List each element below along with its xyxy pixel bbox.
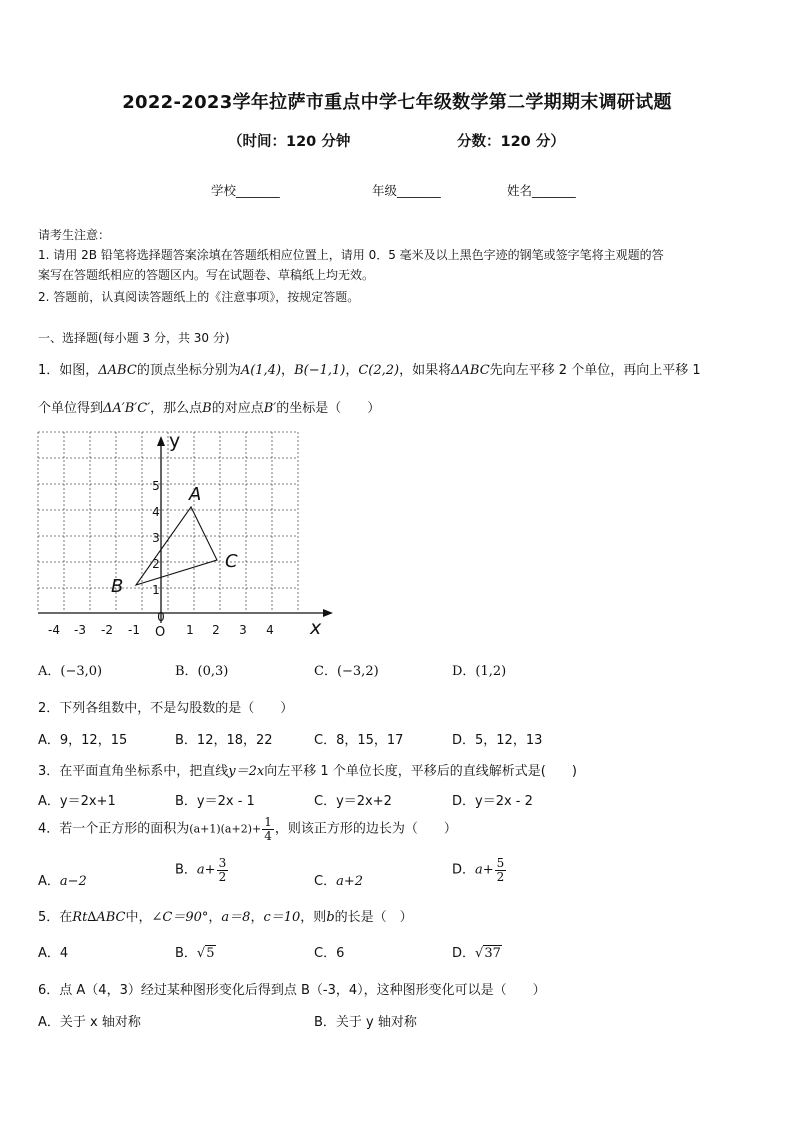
q4-option-d-den: 2 [496,869,505,884]
q3-option-a[interactable]: A．y＝2x+1 [38,794,116,809]
q5-option-b-label: B． [175,946,197,961]
q4-fraction [262,816,274,842]
notice-line-3: 2. 答题前，认真阅读答题纸上的《注意事项》，按规定答题。 [38,290,360,304]
exam-time: （时间：120 分钟 [228,134,351,150]
q2-option-a[interactable]: A．9，12，15 [38,733,128,748]
x-tick-label: 4 [266,623,274,637]
question-1-line-2 [38,397,380,416]
q4-option-d-num: 5 [496,856,505,870]
question-6-stem: 6．点 A（4，3）经过某种图形变化后得到点 B（-3，4），这种图形变化可以是（ ） [38,983,546,998]
x-tick-label: 1 [186,623,194,637]
q4-option-d-label: D． [452,862,476,878]
question-2-stem: 2．下列各组数中，不是勾股数的是（ ） [38,701,294,716]
q5-c-value: c＝10 [263,910,301,925]
q5-option-a[interactable]: A．4 [38,946,69,961]
q4-option-b-label: B． [175,862,197,878]
q4-option-a[interactable] [38,870,87,889]
q5-text-3: ，则 [300,910,327,925]
q6-option-b[interactable]: B．关于 y 轴对称 [314,1015,417,1030]
q5-b-var: b [326,910,335,925]
x-tick-label: -2 [101,623,113,637]
section-heading: 一、选择题(每小题 3 分，共 30 分) [38,331,230,345]
q3-option-c[interactable]: C．y＝2x+2 [314,794,392,809]
page-title: 2022-2023学年拉萨市重点中学七年级数学第二学期期末调研试题 [122,92,672,113]
q4-option-d-expr: a+ [475,862,494,878]
q5-text-2: 中， [125,910,152,925]
question-1-line-1: 1．如图，ΔABC的顶点坐标分别为A(1,4)，B(−1,1)，C(2,2)，如果将ΔABC先向左平移 2 个单位，再向上平移 1 [38,363,701,378]
q1-text-1: 的顶点坐标分别为 [136,363,241,378]
q1-b-var: B [202,401,212,416]
x-axis-label: x [310,617,322,639]
notice-line-1: 1. 请用 2B 铅笔将选择题答案涂填在答题纸相应位置上，请用 0．5 毫米及以上黑色字迹的钢笔或签字笔将主观题的答 [38,248,664,262]
point-b-label: B [111,576,124,597]
q2-option-b[interactable]: B．12，18，22 [175,733,273,748]
q2-option-d[interactable]: D．5，12，13 [452,733,543,748]
q5-option-d[interactable] [452,942,502,961]
q1-text-4: 个单位得到 [38,401,104,416]
q5-text-1: 5．在 [38,910,73,925]
q5-angle: ∠C＝90° [151,910,209,925]
q5-option-c[interactable]: C．6 [314,946,345,961]
q1-text-5: ，那么点 [150,401,203,416]
school-field: 学校_______ [211,183,280,198]
q1-point-b: B(−1,1) [294,363,346,378]
question-5-stem [38,906,413,925]
q5-option-d-sqrt: √37 [475,946,501,961]
q1-number: 1．如图， [38,363,99,378]
y-tick-label: 3 [152,531,160,545]
q4-option-b-num: 3 [218,856,227,870]
q4-frac-num: 1 [264,815,272,829]
q4-option-b-fraction [217,857,229,883]
q4-option-d[interactable] [452,857,507,883]
q4-option-b[interactable] [175,857,229,883]
q1-text-2: ，如果将 [399,363,452,378]
x-tick-label: -3 [74,623,86,637]
q1-text-6: 的对应点 [211,401,264,416]
q4-option-c[interactable] [314,870,363,889]
q2-option-c[interactable]: C．8，15，17 [314,733,404,748]
q6-option-a[interactable]: A．关于 x 轴对称 [38,1015,141,1030]
name-field: 姓名_______ [507,183,576,198]
y-tick-label: 1 [152,583,160,597]
q5-option-b[interactable] [175,942,216,961]
q4-text-1: 4．若一个正方形的面积为 [38,821,190,837]
q4-option-b-expr: a+ [196,862,216,878]
q4-option-a-expr: a−2 [59,874,87,889]
q1-triangle-2: ΔABC [451,363,490,378]
question-4-stem [38,816,457,842]
q3-option-b[interactable]: B．y＝2x - 1 [175,794,255,809]
exam-score: 分数：120 分） [457,134,565,150]
notice-heading: 请考生注意： [38,228,111,242]
x-tick-label: 2 [212,623,220,637]
q5-option-d-radicand: 37 [484,946,501,961]
q1-triangle-3: ΔA′B′C′ [103,401,151,416]
q1-option-c[interactable]: C．(−3,2) [314,664,379,679]
x-tick-label: 0 [157,610,165,624]
q1-triangle: ΔABC [98,363,137,378]
q4-frac-den: 4 [264,828,272,843]
x-axis-arrow [323,609,333,617]
q5-option-d-label: D． [452,946,476,961]
y-tick-label: 5 [152,479,160,493]
q4-option-b-den: 2 [218,869,227,884]
q5-sep-2: ， [250,910,264,925]
q1-option-b[interactable]: B．(0,3) [175,664,229,679]
origin-label: O [155,625,166,640]
grid-lines [38,432,298,612]
q3-text-1: 3．在平面直角坐标系中，把直线 [38,764,229,779]
y-tick-label: 2 [152,557,160,571]
q4-option-c-expr: a+2 [336,874,363,889]
y-tick-label: 4 [152,505,160,519]
q3-option-d[interactable]: D．y＝2x - 2 [452,794,533,809]
x-tick-label: 3 [239,623,247,637]
notice-line-2: 案写在答题纸相应的答题区内。写在试题卷、草稿纸上均无效。 [38,268,375,282]
coordinate-figure [30,420,340,645]
q1-b-prime: B′ [263,401,277,416]
y-axis-label: y [169,430,181,452]
q1-point-a: A(1,4) [240,363,282,378]
q5-option-b-sqrt: √5 [196,946,215,961]
grade-field: 年级_______ [372,183,441,198]
q4-text-2: ，则该正方形的边长为（ ） [274,821,457,837]
q3-text-2: 向左平移 1 个单位长度，平移后的直线解析式是( ) [264,764,577,779]
x-tick-label: -4 [48,623,60,637]
triangle-abc [136,507,217,585]
y-axis-arrow [157,436,165,446]
q5-text-4: 的长是（ ） [334,910,413,925]
q4-expr: (a+1)(a+2)+ [189,822,262,836]
q4-option-c-label: C． [314,874,337,889]
q5-a-value: a＝8 [221,910,251,925]
question-3-stem [38,760,577,779]
q1-point-c: C(2,2) [358,363,400,378]
point-c-label: C [225,551,238,572]
q4-option-d-fraction [495,857,507,883]
q3-line-expr: y＝2x [228,764,265,779]
q5-option-b-radicand: 5 [206,946,215,961]
q4-option-a-label: A． [38,874,60,889]
x-tick-label: -1 [128,623,140,637]
q5-triangle: Rt∆ABC [72,910,126,925]
q1-option-a[interactable]: A．(−3,0) [38,664,103,679]
q1-text-7: 的坐标是（ ） [276,401,381,416]
q5-sep-1: ， [208,910,222,925]
q1-text-3: 先向左平移 2 个单位，再向上平移 1 [489,363,701,378]
point-a-label: A [189,484,202,505]
q1-option-d[interactable]: D．(1,2) [452,664,507,679]
